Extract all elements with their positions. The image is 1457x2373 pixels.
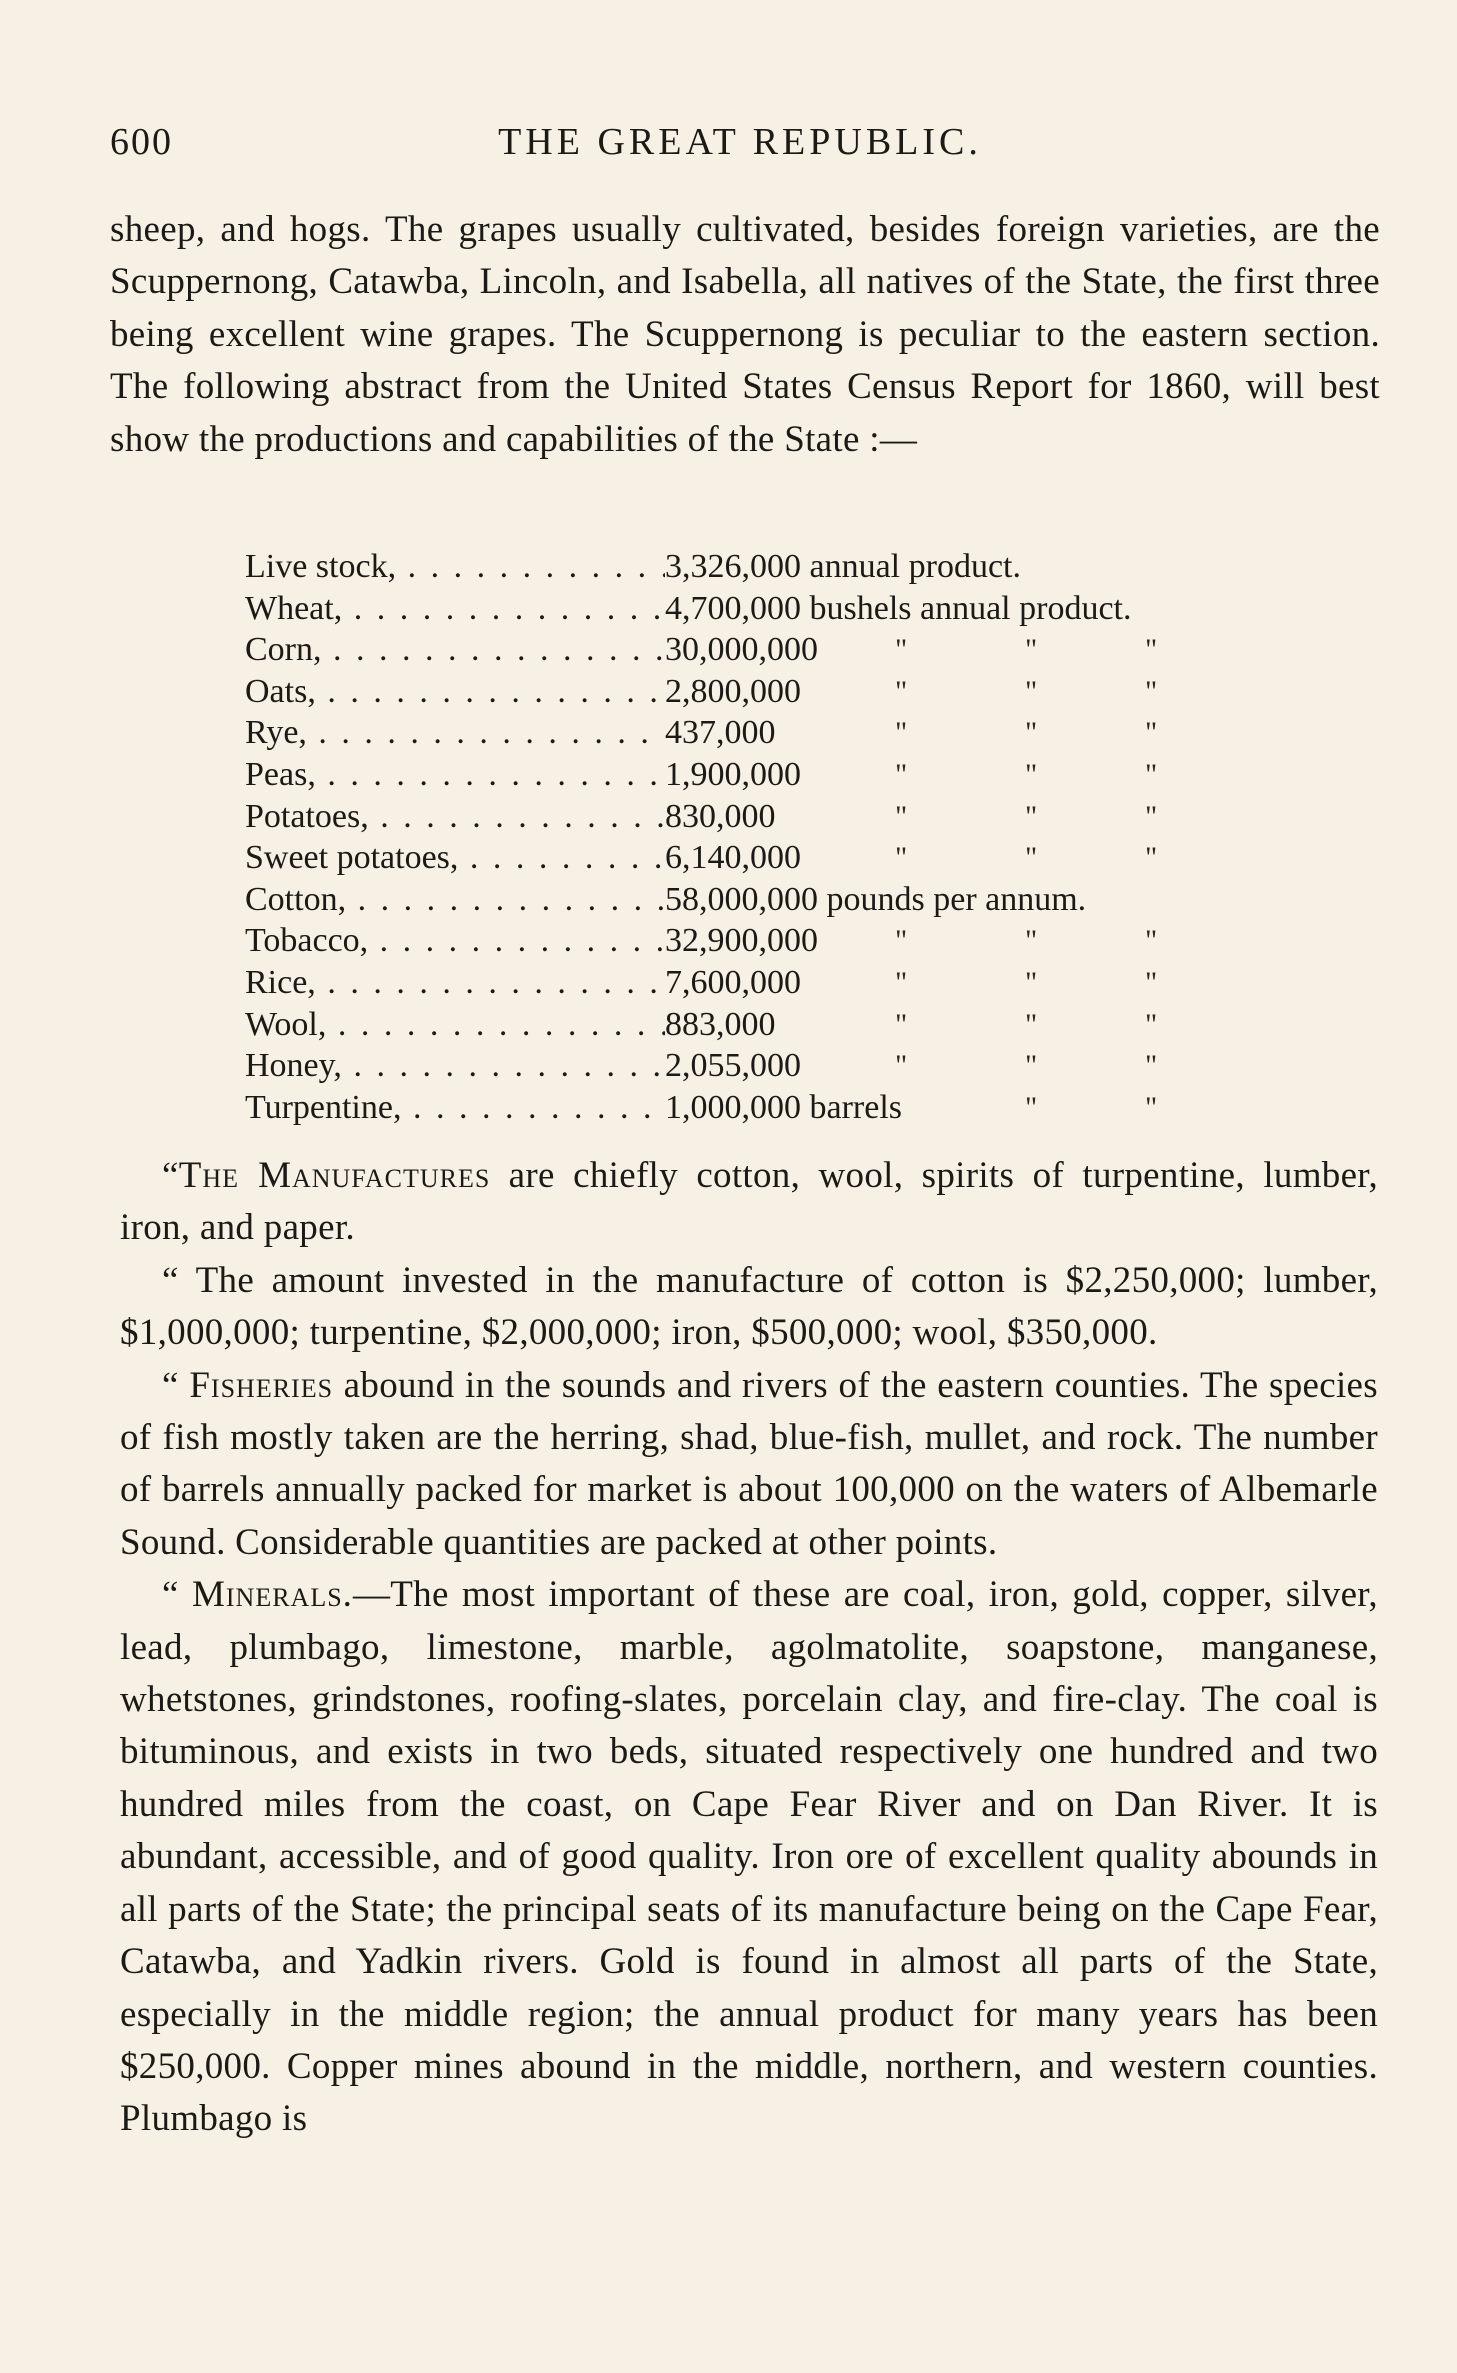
production-item [245,1045,665,1087]
ditto-mark: " [895,799,908,833]
production-item-label: Live stock, [245,548,397,585]
production-amount: 1,900,000 [665,755,801,793]
quote-mark: “ [162,1574,192,1616]
ditto-mark: " [1145,1090,1158,1124]
minerals-heading: Minerals. [192,1574,353,1616]
production-item [245,546,665,588]
intro-paragraph-block [110,204,1380,466]
running-head: THE GREAT REPUBLIC. [498,121,982,163]
ditto-mark: " [1145,716,1158,750]
investment-paragraph: “ The amount invested in the manufacture of cotton is $2,250,000; lumber, $1,000,000; turpentine, $2,000,000; iron, $500,000; wool, $350,000. [120,1259,1378,1354]
production-row [245,920,1305,962]
production-row [245,879,1305,921]
production-amount: 2,800,000 [665,672,801,710]
production-row [245,588,1305,630]
ditto-mark: " [1025,799,1038,833]
production-amount: 1,000,000 barrels [665,1088,903,1126]
intro-paragraph: sheep, and hogs. The grapes usually cultivated, besides foreign varieties, are the Scuppernong, Catawba, Lincoln, and Isabella, all natives of the State, the first three being excellent wine grapes. The Scuppernong is peculiar to the eastern section. The following abstract from the United States Census Report for 1860, will best show the productions and capabilities of the State :— [110,209,1380,460]
production-item [245,837,665,879]
production-item [245,962,665,1004]
productions-table [245,546,1305,1128]
ditto-mark: " [1025,1090,1038,1124]
production-item-label: Peas, [245,755,316,793]
manufactures-text: are chiefly cotton, wool, spirits of turpentine, lumber, iron, and paper. [120,1155,1378,1249]
production-item-label: Corn, [245,631,322,669]
production-amount: 2,055,000 [665,1047,801,1085]
ditto-mark: " [1025,1049,1038,1083]
production-row [245,1087,1305,1129]
production-amount: 830,000 [665,797,776,835]
ditto-mark: " [1145,1049,1158,1083]
ditto-mark: " [1025,716,1038,750]
production-amount: 3,326,000 annual product. [665,548,1021,585]
production-item [245,629,665,671]
production-row [245,796,1305,838]
production-item-label: Potatoes, [245,797,369,835]
ditto-mark: " [1025,841,1038,875]
production-item [245,588,665,630]
ditto-mark: " [1025,633,1038,667]
production-row [245,671,1305,713]
ditto-mark: " [1145,633,1158,667]
production-item-label: Cotton, [245,880,347,918]
production-item [245,1087,665,1129]
minerals-text: —The most important of these are coal, iron, gold, copper, silver, lead, plumbago, limestone, marble, agolmatolite, soapstone, manganese, whetstones, grindstones, roofing-slates, porcelain clay, and fire-clay. The coal is bituminous, and exists in two beds, situated respectively one hundred and two hundred miles from the coast, on Cape Fear River and on Dan River. It is abundant, accessible, and of good quality. Iron ore of excellent quality abounds in all parts of the State; the principal seats of its manufacture being on the Cape Fear, Catawba, and Yadkin rivers. Gold is found in almost all parts of the State, especially in the middle region; the annual product for many years has been $250,000. Copper mines abound in the middle, northern, and western counties. Plumbago is [120,1574,1378,2140]
production-amount: 6,140,000 [665,839,801,877]
production-item-label: Honey, [245,1047,342,1085]
production-row [245,1045,1305,1087]
ditto-mark: " [895,716,908,750]
production-row [245,837,1305,879]
production-row [245,546,1305,588]
ditto-mark: " [895,1049,908,1083]
production-item-label: Rye, [245,714,307,752]
fisheries-text: abound in the sounds and rivers of the eastern counties. The species of fish mostly taken are the herring, shad, blue-fish, mullet, and rock. The number of barrels annually packed for market is about 100,000 on the waters of Albemarle Sound. Considerable quantities are packed at other points. [120,1364,1378,1563]
production-item-label: Wheat, [245,589,343,627]
ditto-mark: " [895,1007,908,1041]
ditto-mark: " [895,965,908,999]
production-item [245,879,665,921]
production-row [245,962,1305,1004]
production-amount: 4,700,000 bushels annual product. [665,589,1132,627]
ditto-mark: " [1025,757,1038,791]
manufactures-heading: The Manufactures [178,1155,491,1196]
ditto-mark: " [1025,674,1038,708]
ditto-mark: " [895,924,908,958]
ditto-mark: " [1145,1007,1158,1041]
ditto-mark: " [1145,965,1158,999]
production-row [245,629,1305,671]
quote-mark: “ [162,1155,179,1196]
production-item [245,754,665,796]
production-item [245,796,665,838]
ditto-mark: " [895,633,908,667]
production-item [245,671,665,713]
ditto-mark: " [895,841,908,875]
production-row [245,754,1305,796]
ditto-mark: " [1145,757,1158,791]
quote-mark: “ [162,1364,190,1406]
fisheries-heading: Fisheries [189,1364,334,1406]
ditto-mark: " [895,757,908,791]
manufactures-paragraph [120,1150,1378,1255]
production-item-label: Tobacco, [245,922,369,960]
production-item-label: Wool, [245,1005,327,1043]
ditto-mark: " [1145,799,1158,833]
production-item [245,920,665,962]
production-row [245,712,1305,754]
production-item-label: Rice, [245,963,316,1001]
main-text [120,1150,1378,2146]
production-item [245,712,665,754]
minerals-paragraph [120,1569,1378,2145]
production-amount: 883,000 [665,1005,776,1043]
production-row [245,1004,1305,1046]
production-item [245,1004,665,1046]
production-amount: 58,000,000 pounds per annum. [665,880,1087,918]
production-amount: 437,000 [665,714,776,752]
production-item-label: Sweet potatoes, [245,839,459,877]
production-amount: 7,600,000 [665,963,801,1001]
production-item-label: Turpentine, [245,1088,402,1126]
ditto-mark: " [1145,841,1158,875]
page-header [110,120,1370,168]
ditto-mark: " [1145,924,1158,958]
fisheries-paragraph [120,1360,1378,1570]
page-number: 600 [110,121,173,163]
ditto-mark: " [1025,965,1038,999]
ditto-mark: " [1025,924,1038,958]
production-amount: 32,900,000 [665,922,818,960]
production-item-label: Oats, [245,672,316,710]
ditto-mark: " [1025,1007,1038,1041]
ditto-mark: " [1145,674,1158,708]
ditto-mark: " [895,674,908,708]
production-amount: 30,000,000 [665,631,818,669]
